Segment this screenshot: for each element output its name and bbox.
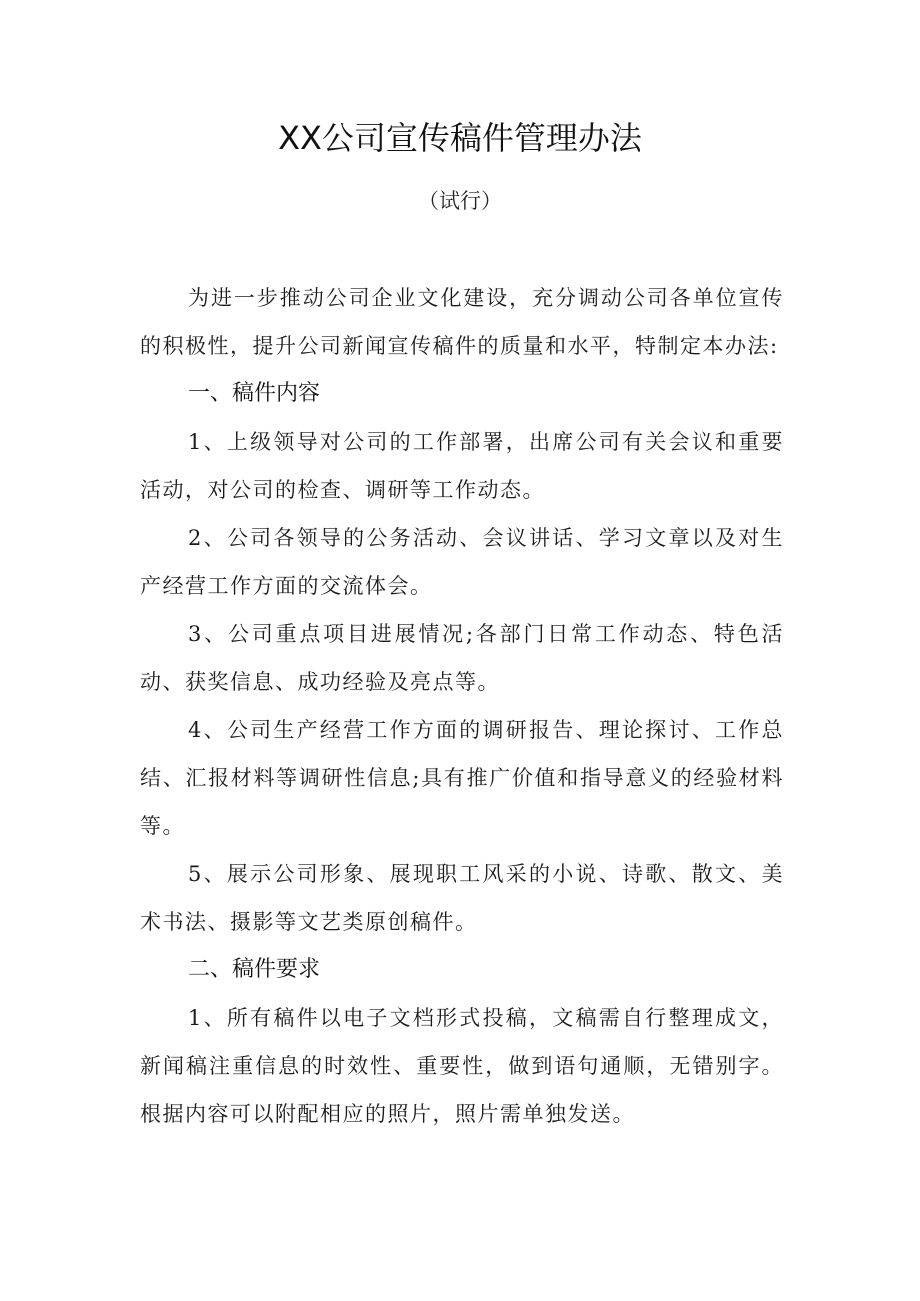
- intro-paragraph: 为进一步推动公司企业文化建设，充分调动公司各单位宣传的积极性，提升公司新闻宣传稿件的质量和水平，特制定本办法:: [140, 286, 784, 358]
- content-item-4: 4、公司生产经营工作方面的调研报告、理论探讨、工作总结、汇报材料等调研性信息;具有推广价值和指导意义的经验材料等。: [140, 718, 784, 838]
- document-title: XX公司宣传稿件管理办法: [278, 119, 642, 157]
- content-item-3: 3、公司重点项目进展情况;各部门日常工作动态、特色活动、获奖信息、成功经验及亮点等。: [140, 622, 784, 694]
- requirement-item-1: 1、所有稿件以电子文档形式投稿，文稿需自行整理成文，新闻稿注重信息的时效性、重要性，做到语句通顺，无错别字。根据内容可以附配相应的照片，照片需单独发送。: [140, 1006, 784, 1126]
- content-item-1: 1、上级领导对公司的工作部署，出席公司有关会议和重要活动，对公司的检查、调研等工作动态。: [140, 430, 784, 502]
- document-subtitle: （试行）: [418, 189, 502, 213]
- section-heading-content: 一、稿件内容: [188, 381, 321, 406]
- section-heading-requirements: 二、稿件要求: [188, 957, 321, 982]
- content-item-2: 2、公司各领导的公务活动、会议讲话、学习文章以及对生产经营工作方面的交流体会。: [140, 526, 784, 598]
- document-body: [140, 274, 784, 1138]
- content-item-5: 5、展示公司形象、展现职工风采的小说、诗歌、散文、美术书法、摄影等文艺类原创稿件。: [140, 862, 784, 934]
